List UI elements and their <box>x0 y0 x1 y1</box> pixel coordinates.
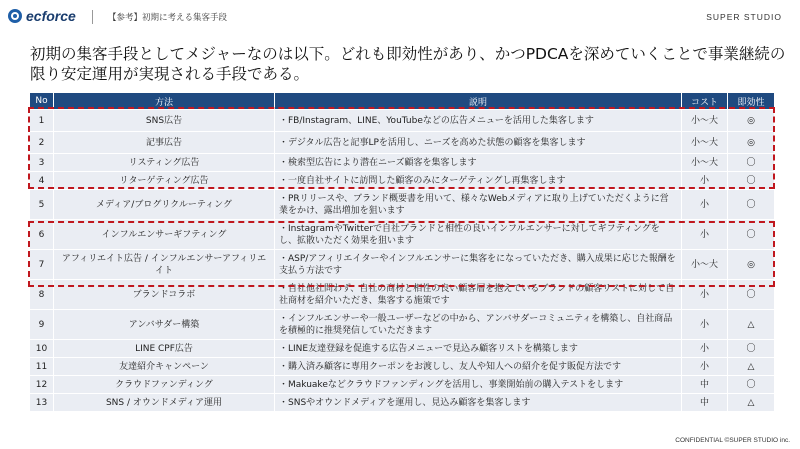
row-no: 8 <box>30 280 54 310</box>
row-no: 11 <box>30 358 54 376</box>
row-cost: 小 <box>682 280 728 310</box>
table-row <box>30 280 775 310</box>
brand-logo <box>8 8 76 24</box>
row-description: ・購入済み顧客に専用クーポンをお渡しし、友人や知人への紹介を促す販促方法です <box>275 358 682 376</box>
row-immediacy: 〇 <box>728 376 775 394</box>
row-method: インフルエンサーギフティング <box>54 220 275 250</box>
logo-text: ecforce <box>26 8 76 24</box>
row-method: SNS広告 <box>54 110 275 132</box>
row-cost: 小 <box>682 358 728 376</box>
col-header-method: 方法 <box>54 93 275 110</box>
slide-header <box>0 0 800 34</box>
breadcrumb: 【参考】初期に考える集客手段 <box>108 13 228 23</box>
row-description: ・Makuakeなどクラウドファンディングを活用し、事業開始前の購入テストをします <box>275 376 682 394</box>
table-row <box>30 132 775 154</box>
col-header-description: 説明 <box>275 93 682 110</box>
row-description: ・FB/Instagram、LINE、YouTubeなどの広告メニューを活用した集客します <box>275 110 682 132</box>
row-method: ブランドコラボ <box>54 280 275 310</box>
row-no: 9 <box>30 310 54 340</box>
row-no: 6 <box>30 220 54 250</box>
row-immediacy: △ <box>728 310 775 340</box>
row-method: 友達紹介キャンペーン <box>54 358 275 376</box>
row-immediacy: ◎ <box>728 250 775 280</box>
row-no: 13 <box>30 394 54 412</box>
table-row <box>30 358 775 376</box>
row-method: リスティング広告 <box>54 154 275 172</box>
row-cost: 小 <box>682 172 728 190</box>
row-description: ・LINE友達登録を促進する広告メニューで見込み顧客リストを構築します <box>275 340 682 358</box>
row-immediacy: ◎ <box>728 132 775 154</box>
row-description: ・自社他社問わず、自社の商材と相性の良い顧客層を抱えているブランドの顧客リストに対して自社商材を紹介いただき、集客する施策です <box>275 280 682 310</box>
row-immediacy: 〇 <box>728 280 775 310</box>
row-description: ・ASP/アフィリエイターやインフルエンサーに集客をになっていただき、購入成果に応じた報酬を支払う方法です <box>275 250 682 280</box>
row-immediacy: 〇 <box>728 172 775 190</box>
table-row <box>30 340 775 358</box>
row-immediacy: 〇 <box>728 340 775 358</box>
logo-mark-icon <box>8 9 22 23</box>
table-row <box>30 154 775 172</box>
table-row <box>30 250 775 280</box>
row-description: ・SNSやオウンドメディアを運用し、見込み顧客を集客します <box>275 394 682 412</box>
table-row <box>30 376 775 394</box>
row-description: ・インフルエンサーや一般ユーザーなどの中から、アンバサダーコミュニティを構築し、自社商品を積極的に推奨発信していただきます <box>275 310 682 340</box>
footer-copyright: CONFIDENTIAL ©SUPER STUDIO inc. <box>675 437 790 444</box>
row-no: 3 <box>30 154 54 172</box>
row-cost: 中 <box>682 376 728 394</box>
row-cost: 中 <box>682 394 728 412</box>
col-header-immediacy: 即効性 <box>728 93 775 110</box>
page-title: 初期の集客手段としてメジャーなのは以下。どれも即効性があり、かつPDCAを深めていくことで事業継続の限り安定運用が実現される手段である。 <box>30 45 786 83</box>
row-method: クラウドファンディング <box>54 376 275 394</box>
row-cost: 小〜大 <box>682 250 728 280</box>
row-method: 記事広告 <box>54 132 275 154</box>
row-no: 4 <box>30 172 54 190</box>
row-cost: 小 <box>682 220 728 250</box>
row-immediacy: 〇 <box>728 154 775 172</box>
row-method: アフィリエイト広告 / インフルエンサーアフィリエイト <box>54 250 275 280</box>
row-method: リターゲティング広告 <box>54 172 275 190</box>
table-row <box>30 394 775 412</box>
row-no: 2 <box>30 132 54 154</box>
row-method: LINE CPF広告 <box>54 340 275 358</box>
row-method: メディア/ブログリクルーティング <box>54 190 275 220</box>
row-description: ・一度自社サイトに訪問した顧客のみにターゲティングし再集客します <box>275 172 682 190</box>
col-header-no: No <box>30 93 54 110</box>
row-cost: 小 <box>682 340 728 358</box>
row-cost: 小 <box>682 190 728 220</box>
row-description: ・検索型広告により潜在ニーズ顧客を集客します <box>275 154 682 172</box>
row-description: ・PRリリースや、ブランド概要書を用いて、様々なWebメディアに取り上げていただくように営業をかけ、露出増加を狙います <box>275 190 682 220</box>
row-method: SNS / オウンドメディア運用 <box>54 394 275 412</box>
row-immediacy: △ <box>728 358 775 376</box>
table-row <box>30 172 775 190</box>
row-description: ・デジタル広告と記事LPを活用し、ニーズを高めた状態の顧客を集客します <box>275 132 682 154</box>
row-cost: 小〜大 <box>682 132 728 154</box>
row-immediacy: 〇 <box>728 220 775 250</box>
row-immediacy: ◎ <box>728 110 775 132</box>
table-row <box>30 190 775 220</box>
row-cost: 小 <box>682 310 728 340</box>
row-description: ・InstagramやTwitterで自社ブランドと相性の良いインフルエンサーに対してギフティングをし、拡散いただく効果を狙います <box>275 220 682 250</box>
table-row <box>30 110 775 132</box>
row-no: 1 <box>30 110 54 132</box>
col-header-cost: コスト <box>682 93 728 110</box>
row-no: 12 <box>30 376 54 394</box>
table-row <box>30 220 775 250</box>
table-row <box>30 310 775 340</box>
row-immediacy: △ <box>728 394 775 412</box>
row-no: 7 <box>30 250 54 280</box>
acquisition-methods-table <box>29 92 775 412</box>
row-cost: 小〜大 <box>682 110 728 132</box>
row-immediacy: 〇 <box>728 190 775 220</box>
row-cost: 小〜大 <box>682 154 728 172</box>
row-no: 5 <box>30 190 54 220</box>
table-header-row <box>30 93 775 110</box>
company-name: SUPER STUDIO <box>706 12 782 22</box>
header-divider <box>92 10 93 24</box>
row-method: アンバサダー構築 <box>54 310 275 340</box>
row-no: 10 <box>30 340 54 358</box>
